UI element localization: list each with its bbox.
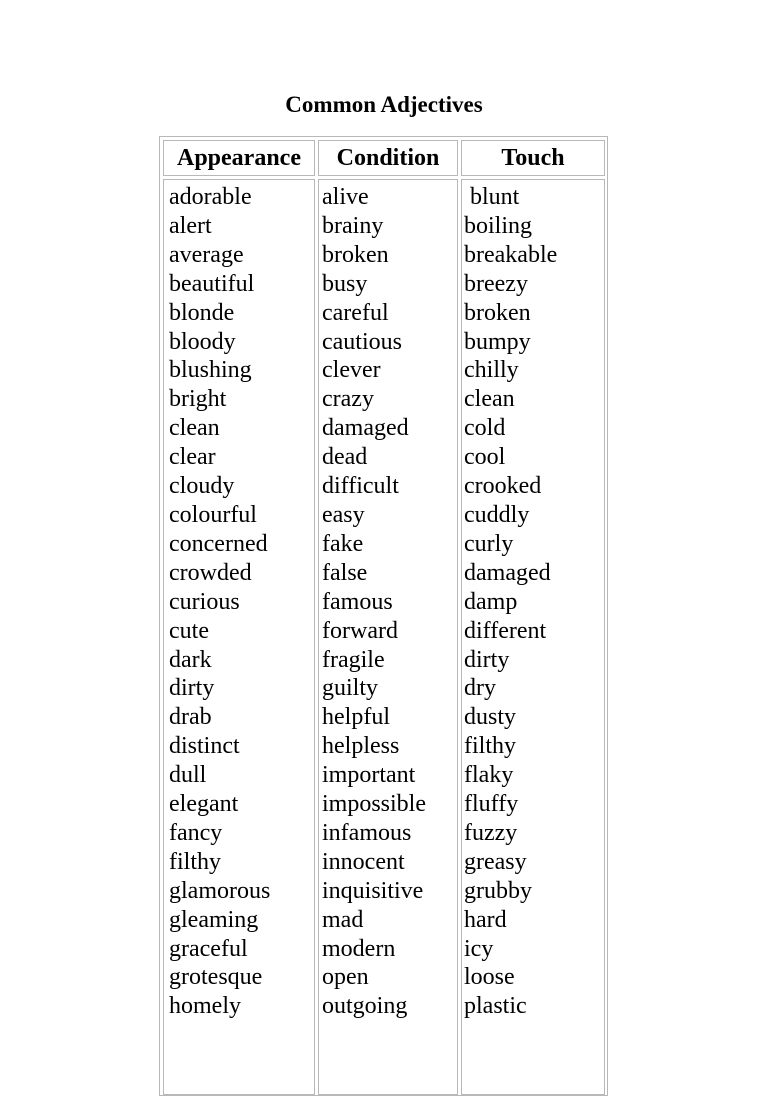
appearance-word: beautiful [169,270,255,297]
touch-word: damaged [464,559,551,586]
touch-word: fluffy [464,791,519,818]
condition-word: dead [322,444,368,471]
appearance-word: distinct [169,733,240,760]
appearance-word: crowded [169,559,252,586]
condition-word: fake [322,530,364,557]
appearance-word: fancy [169,819,223,846]
touch-word: curly [464,530,514,557]
adjectives-table [159,136,608,1096]
condition-word: mad [322,906,364,933]
condition-word: easy [322,501,365,528]
touch-word: grubby [464,877,532,904]
touch-word: cold [464,415,506,442]
touch-word: boiling [464,212,533,239]
condition-word: infamous [322,819,412,846]
touch-word: fuzzy [464,819,518,846]
condition-word: fragile [322,646,385,673]
condition-word: broken [322,241,389,268]
appearance-word: alert [169,212,212,239]
appearance-word: average [169,241,244,268]
appearance-word: clean [169,415,220,442]
condition-word: busy [322,270,368,297]
touch-word: bumpy [464,328,531,355]
header-condition: Condition [318,140,458,176]
condition-word: forward [322,617,398,644]
appearance-word: clear [169,444,216,471]
appearance-word: colourful [169,501,257,528]
touch-word: greasy [464,848,527,875]
touch-word: cool [464,444,506,471]
condition-word: outgoing [322,993,408,1020]
condition-word: crazy [322,386,374,413]
appearance-word: grotesque [169,964,263,991]
touch-column [461,179,605,1095]
touch-word: clean [464,386,515,413]
touch-word: blunt [464,184,520,210]
appearance-word: adorable [169,184,252,210]
appearance-word: dull [169,762,207,789]
appearance-word: dark [169,646,212,673]
appearance-word: blushing [169,357,252,384]
appearance-word: blonde [169,299,235,326]
condition-word: helpless [322,733,400,760]
condition-word: cautious [322,328,402,355]
touch-word: plastic [464,993,527,1020]
touch-word: broken [464,299,531,326]
header-touch: Touch [461,140,605,176]
appearance-word: cloudy [169,473,235,500]
appearance-word: filthy [169,848,221,875]
appearance-word: bloody [169,328,236,355]
touch-word: damp [464,588,518,615]
touch-word: crooked [464,473,542,500]
condition-word: famous [322,588,393,615]
touch-word: chilly [464,357,519,384]
condition-word: important [322,762,416,789]
appearance-word: drab [169,704,212,731]
appearance-word: elegant [169,791,239,818]
condition-word: brainy [322,212,384,239]
touch-word: loose [464,964,515,991]
appearance-column [163,179,315,1095]
condition-word: modern [322,935,396,962]
appearance-word: bright [169,386,227,413]
header-appearance: Appearance [163,140,315,176]
appearance-word: gleaming [169,906,259,933]
condition-word: open [322,964,369,991]
touch-word: filthy [464,733,516,760]
condition-word: helpful [322,704,390,731]
touch-word: different [464,617,547,644]
touch-word: breakable [464,241,558,268]
touch-word: dusty [464,704,517,731]
condition-word: difficult [322,473,399,500]
page-title: Common Adjectives [285,92,483,117]
touch-word: cuddly [464,501,530,528]
appearance-word: homely [169,993,241,1020]
condition-word: inquisitive [322,877,424,904]
condition-word: alive [322,184,369,210]
condition-word: careful [322,299,389,326]
condition-word: clever [322,357,381,384]
appearance-word: dirty [169,675,215,702]
touch-word: dry [464,675,496,702]
condition-word: guilty [322,675,379,702]
touch-word: dirty [464,646,510,673]
appearance-word: graceful [169,935,248,962]
condition-word: damaged [322,415,409,442]
condition-word: false [322,559,368,586]
appearance-word: cute [169,617,209,644]
touch-word: hard [464,906,507,933]
touch-word: icy [464,935,494,962]
condition-word: innocent [322,848,405,875]
appearance-word: glamorous [169,877,271,904]
appearance-word: concerned [169,530,268,557]
appearance-word: curious [169,588,240,615]
condition-word: impossible [322,791,427,818]
touch-word: flaky [464,762,514,789]
condition-column [318,179,458,1095]
touch-word: breezy [464,270,528,297]
